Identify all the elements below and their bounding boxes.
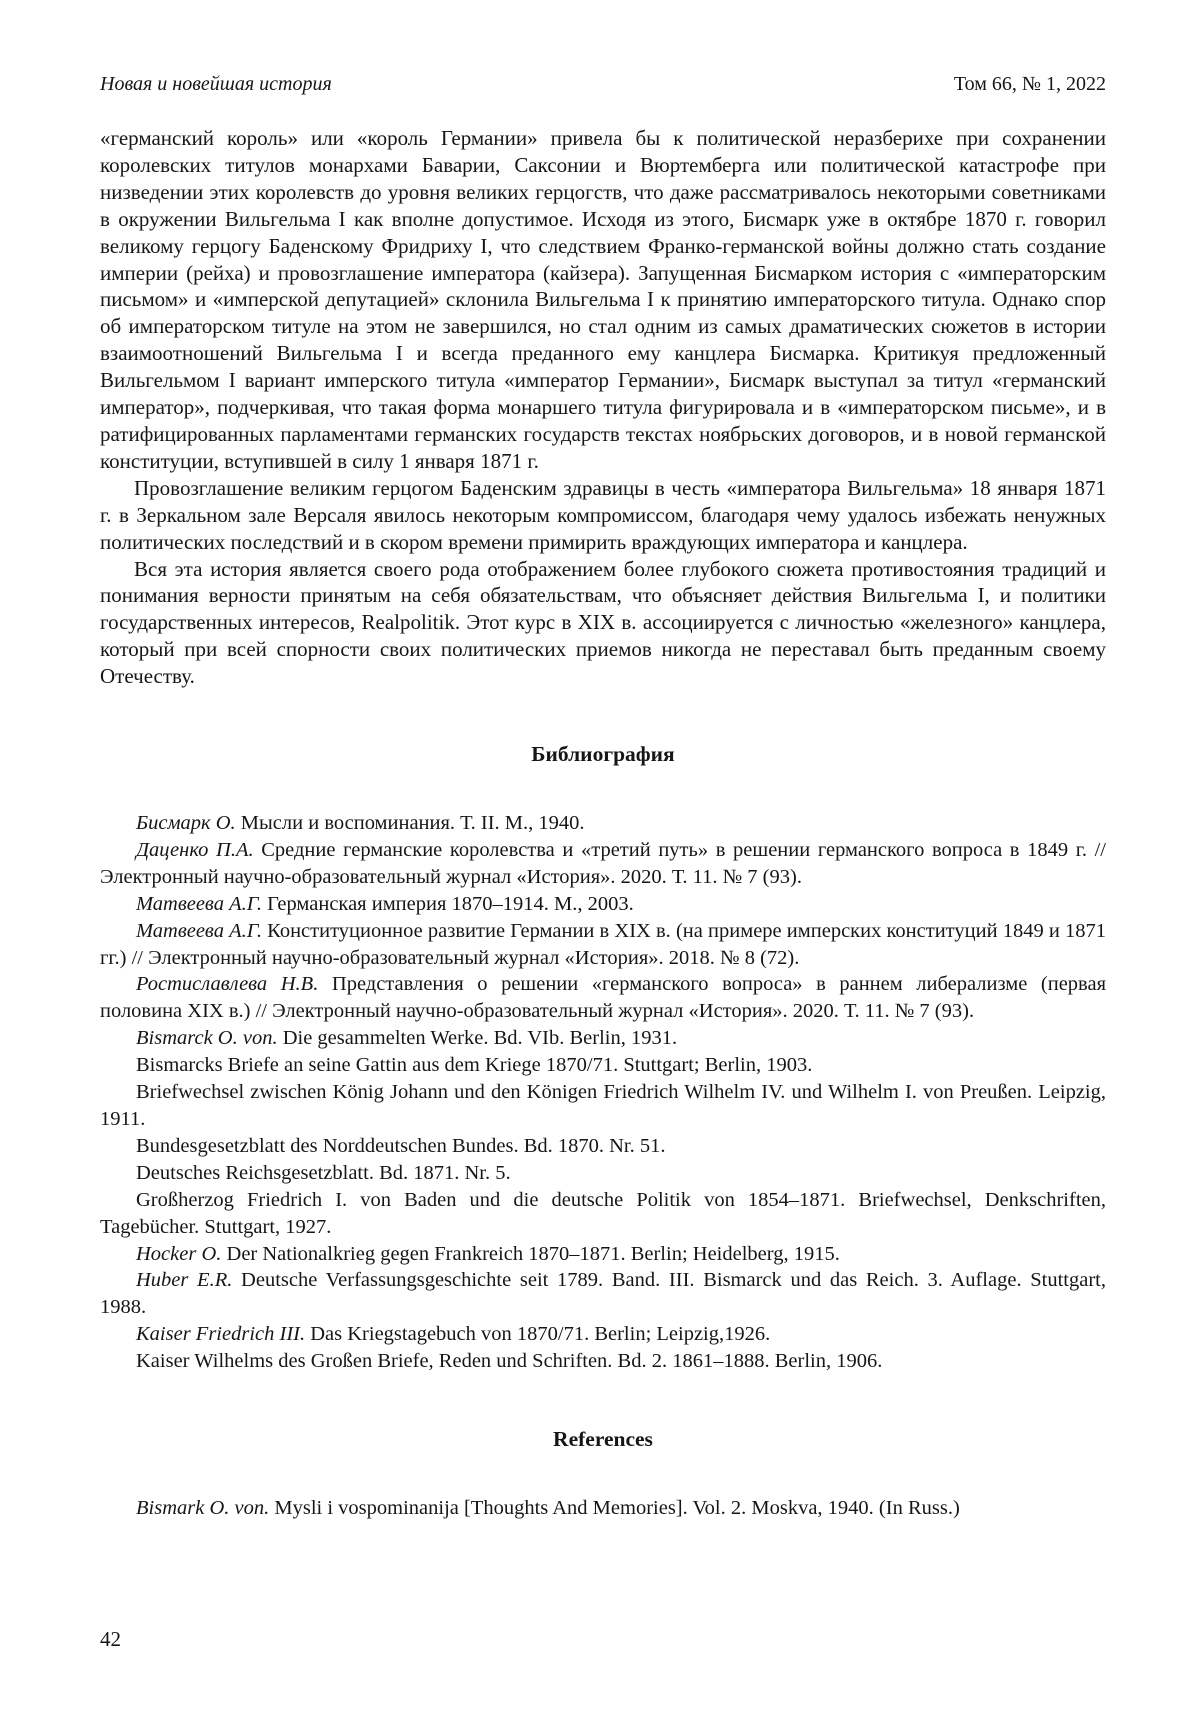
- bibliography-entry-author: Матвеева А.Г.: [136, 919, 263, 942]
- bibliography-entry: [100, 918, 1106, 972]
- bibliography-entry-author: Hocker O.: [136, 1242, 222, 1265]
- bibliography-entry-text: Конституционное развитие Германии в XIX в. (на примере имперских конституций 1849 и 1871 гг.) // Электронный научно-образовательный журнал «История». 2018. № 8 (72).: [100, 919, 1107, 969]
- bibliography-entry-text: Briefwechsel zwischen König Johann und den Königen Friedrich Wilhelm IV. und Wilhelm I. von Preußen. Leipzig, 1911.: [100, 1081, 1106, 1130]
- bibliography-entry-author: Бисмарк О.: [136, 812, 236, 835]
- bibliography-entry: [100, 1079, 1106, 1133]
- bibliography-entry-text: Großherzog Friedrich I. von Baden und die deutsche Politik von 1854–1871. Briefwechsel, Denkschriften, Tagebücher. Stuttgart, 1927.: [100, 1188, 1106, 1238]
- bibliography-entry: [100, 1160, 1106, 1187]
- bibliography-entry: [100, 1267, 1106, 1321]
- bibliography-entry-text: Kaiser Wilhelms des Großen Briefe, Reden und Schriften. Bd. 2. 1861–1888. Berlin, 1906.: [136, 1350, 883, 1373]
- bibliography-entry-text: Bundesgesetzblatt des Norddeutschen Bundes. Bd. 1870. Nr. 51.: [136, 1134, 666, 1157]
- bibliography-entry: [100, 971, 1106, 1025]
- bibliography-entry-text: Представления о решении «германского вопроса» в раннем либерализме (первая половина XIX в.) // Электронный научно-образовательный журнал «История». 2020. Т. 11. № 7 (93).: [100, 973, 1106, 1023]
- bibliography-entry-author: Ростиславлева Н.В.: [136, 973, 319, 996]
- bibliography-heading: Библиография: [531, 742, 675, 767]
- bibliography-entry-text: Der Nationalkrieg gegen Frankreich 1870–1871. Berlin; Heidelberg, 1915.: [221, 1242, 840, 1265]
- issue-info: Том 66, № 1, 2022: [953, 73, 1106, 95]
- bibliography-entry-text: Германская империя 1870–1914. М., 2003.: [261, 892, 634, 915]
- bibliography-entry: [100, 837, 1106, 891]
- bibliography-entry: [100, 1133, 1106, 1160]
- bibliography-entry-text: Das Kriegstagebuch von 1870/71. Berlin; Leipzig,1926.: [305, 1323, 771, 1346]
- page-number: 42: [100, 1627, 121, 1651]
- bibliography-entry: [100, 891, 1106, 918]
- bibliography-entry-text: Deutsches Reichsgesetzblatt. Bd. 1871. Nr. 5.: [136, 1161, 511, 1184]
- references-list: [100, 1495, 1106, 1522]
- bibliography-entry-author: Матвеева А.Г.: [136, 892, 262, 915]
- bibliography-entry-text: Deutsche Verfassungsgeschichte seit 1789. Band. III. Bismarck und das Reich. 3. Auflage. Stuttgart, 1988.: [100, 1269, 1106, 1319]
- body-paragraph: Провозглашение великим герцогом Баденским здравицы в честь «императора Вильгельма» 18 января 1871 г. в Зеркальном зале Версаля явилось некоторым компромиссом, благодаря чему удалось избежать ненужных политических последствий и в скором времени примирить враждующих императора и канцлера.: [100, 475, 1106, 554]
- bibliography-entry: [100, 1241, 1106, 1268]
- body-paragraph: «германский король» или «король Германии» привела бы к политической неразберихе при сохранении королевских титулов монархами Баварии, Саксонии и Вюртемберга или политической катастрофе при низведении этих королевств до уровня великих герцогств, что даже рассматривалось некоторыми советниками в окружении Вильгельма I как вполне допустимое. Исходя из этого, Бисмарк уже в октябре 1870 г. говорил великому герцогу Баденскому Фридриху I, что следствием Франко-германской войны должно стать создание империи (рейха) и провозглашение императора (кайзера). Запущенная Бисмарком история с «императорским письмом» и «имперской депутацией» склонила Вильгельма I к принятию императорского титула. Однако спор об императорском титуле на этом не завершился, но стал одним из самых драматических сюжетов в истории взаимоотношений Вильгельма I и всегда преданного ему канцлера Бисмарка. Критикуя предложенный Вильгельмом I вариант имперского титула «император Германии», Бисмарк выступал за титул «германский император», подчеркивая, что такая форма монаршего титула фигурировала и в «императорском письме», и в ратифицированных парламентами германских государств текстах ноябрьских договоров, и в новой германской конституции, вступившей в силу 1 января 1871 г.: [100, 126, 1106, 473]
- bibliography-entry-text: Die gesammelten Werke. Bd. VIb. Berlin, 1931.: [277, 1027, 678, 1050]
- bibliography-entry: [100, 1025, 1106, 1052]
- bibliography-list: [100, 810, 1106, 1375]
- bibliography-entry-author: Kaiser Friedrich III.: [136, 1323, 306, 1346]
- journal-title: Новая и новейшая история: [100, 73, 332, 95]
- bibliography-entry-author: Bismarck O. von.: [136, 1027, 278, 1050]
- bibliography-entry-text: Средние германские королевства и «третий путь» в решении германского вопроса в 1849 г. // Электронный научно-образовательный журнал «История». 2020. Т. 11. № 7 (93).: [100, 838, 1106, 888]
- bibliography-entry-author: Huber E.R.: [136, 1269, 233, 1292]
- bibliography-entry-text: Bismarcks Briefe an seine Gattin aus dem Kriege 1870/71. Stuttgart; Berlin, 1903.: [136, 1054, 813, 1077]
- bibliography-entry: [100, 1187, 1106, 1241]
- article-body: [100, 125, 1106, 690]
- running-head: [100, 72, 1106, 96]
- references-entry-text: Mysli i vospominanija [Thoughts And Memories]. Vol. 2. Moskva, 1940. (In Russ.): [269, 1497, 960, 1520]
- bibliography-entry-author: Даценко П.А.: [136, 838, 254, 861]
- references-heading: References: [553, 1427, 653, 1452]
- bibliography-entry: [100, 1348, 1106, 1375]
- references-entry-author: Bismark O. von.: [136, 1497, 270, 1520]
- page-content: [100, 72, 1106, 1522]
- bibliography-entry: [100, 1321, 1106, 1348]
- bibliography-entry: [100, 1052, 1106, 1079]
- body-paragraph: Вся эта история является своего рода отображением более глубокого сюжета противостояния традиций и понимания верности принятым на себя обязательствам, что объясняет действия Вильгельма I, и политики государственных интересов, Realpolitik. Этот курс в XIX в. ассоциируется с личностью «железного» канцлера, который при всей спорности своих политических приемов никогда не переставал быть преданным своему Отечеству.: [100, 556, 1106, 689]
- bibliography-entry-text: Мысли и воспоминания. Т. II. М., 1940.: [235, 812, 585, 835]
- references-entry: [100, 1495, 1106, 1522]
- bibliography-entry: [100, 810, 1106, 837]
